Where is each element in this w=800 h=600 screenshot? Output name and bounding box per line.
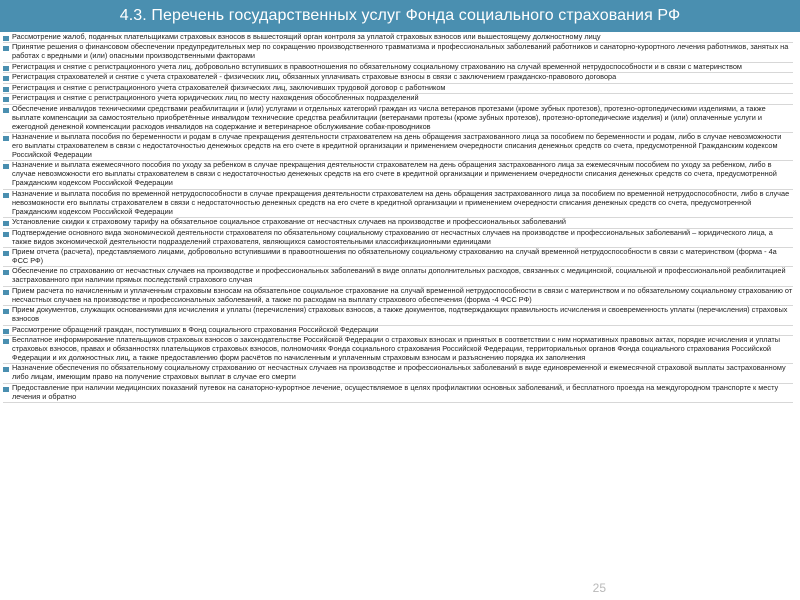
- list-item-text: Принятие решения о финансовом обеспечении предупредительных мер по сокращению производственного травматизма и профессиональных заболеваний работников и санаторно-курортного лечения работников, занятых на работах с вредными и (или) опасными производственными факторами: [12, 42, 789, 61]
- list-item: [3, 161, 793, 189]
- list-item-text: Прием документов, служащих основаниями для исчисления и уплаты (перечисления) страховых взносов, а также документов, подтверждающих правильность исчисления и своевременность уплаты (перечисления) страховых взносов: [12, 305, 788, 324]
- list-item: [3, 306, 793, 325]
- list-item-text: Рассмотрение жалоб, поданных плательщиками страховых взносов в вышестоящий орган контроля за уплатой страховых взносов или вышестоящему должностному лицу: [12, 33, 601, 41]
- list-item-text: Обеспечение инвалидов техническими средствами реабилитации и (или) услугами и отдельных категорий граждан из числа ветеранов протезами (кроме зубных протезов), протезно-ортопедическими изделиями, а также выплате компенсации за самостоятельно приобретённые инвалидом технические средства реабилитации (ветеранами протезы (кроме зубных протезов), протезно-ортопедические изделия) и (или) оплаченные услуги и ежегодной денежной компенсации расходов инвалидов на содержание и ветеринарное обслуживание собак-проводников: [12, 103, 766, 131]
- square-bullet-icon: [3, 87, 9, 92]
- list-item-text: Подтверждение основного вида экономической деятельности страхователя по обязательному социальному страхованию от несчастных случаев на производстве и профессиональных заболеваний – юридического лица, а также видов экономической деятельности подразделений страхователя, являющихся самостоятельными классификационными единицами: [12, 227, 773, 246]
- list-item-text: Регистрация и снятие с регистрационного учета лиц, добровольно вступивших в правоотношения по обязательному социальному страхованию на случай временной нетрудоспособности и в связи с материнством: [12, 61, 742, 71]
- list-item-text: Назначение и выплата ежемесячного пособия по уходу за ребенком в случае прекращения деятельности страхователем на день обращения застрахованного лица за ежемесячным пособием по уходу за ребенком, либо в случае невозможности его выплаты страхователем в связи с недостаточностью денежных средств на его счете в кредитной организации и применением очередности списания денежных средств со счета, предусмотренной Гражданским кодексом Российской Федерации: [12, 160, 777, 188]
- square-bullet-icon: [3, 136, 9, 141]
- list-item: [3, 287, 793, 306]
- list-item: [3, 218, 793, 228]
- list-item-text: Назначение и выплата пособия по беременности и родам в случае прекращения деятельности страхователем на день обращения застрахованного лица за пособием по беременности и родам, либо в случае невозможности его выплаты страхователем в связи с недостаточностью денежных средств на его счете в кредитной организации и применением очередности списания денежных средств со счета, предусмотренной Гражданским кодексом Российской Федерации: [12, 132, 782, 159]
- square-bullet-icon: [3, 108, 9, 113]
- list-item-text: Регистрация и снятие с регистрационного учета страхователей физических лиц, заключивших трудовой договор с работником: [12, 82, 446, 92]
- list-item: [3, 190, 793, 218]
- list-item: [3, 248, 793, 267]
- square-bullet-icon: [3, 76, 9, 81]
- square-bullet-icon: [3, 193, 9, 198]
- list-item-text: Регистрация страхователей и снятие с учета страхователей - физических лиц, обязанных уплачивать страховые взносы в связи с заключением гражданско-правового договора: [12, 72, 617, 82]
- square-bullet-icon: [3, 97, 9, 102]
- square-bullet-icon: [3, 232, 9, 237]
- list-item: [3, 364, 793, 383]
- square-bullet-icon: [3, 367, 9, 372]
- list-item: [3, 267, 793, 286]
- list-item-text: Назначение и выплата пособия по временной нетрудоспособности в случае прекращения деятельности страхователем на день обращения застрахованного лица за пособием по временной нетрудоспособности, либо в случае невозможности его выплаты страхователем в связи с недостаточностью денежных средств на его счете в кредитной организации и применением очередности списания денежных средств со счета, предусмотренной Гражданским кодексом Российской Федерации: [12, 188, 790, 216]
- square-bullet-icon: [3, 387, 9, 392]
- square-bullet-icon: [3, 221, 9, 226]
- list-item-text: Рассмотрение обращений граждан, поступивших в Фонд социального страхования Российской Федерации: [12, 324, 379, 334]
- list-item-text: Установление скидки к страховому тарифу на обязательное социальное страхование от несчастных случаев на производстве и профессиональных заболеваний: [12, 217, 566, 227]
- list-item: [3, 384, 793, 403]
- list-item: [3, 336, 793, 364]
- square-bullet-icon: [3, 36, 9, 41]
- square-bullet-icon: [3, 329, 9, 334]
- list-item-text: Прием расчета по начисленным и уплаченным страховым взносам на обязательное социальное страхование на случай временной нетрудоспособности в связи с материнством и по обязательному социальному страхованию от несчастных случаев на производстве и профессиональных заболеваний, а также по расходам на выплату страхового обеспечения (форма -4 ФСС РФ): [12, 285, 793, 304]
- list-item: [3, 229, 793, 248]
- page-title: 4.3. Перечень государственных услуг Фонда социального страхования РФ: [119, 7, 681, 24]
- list-item-text: Назначение обеспечения по обязательному социальному страхованию от несчастных случаев на производстве и профессиональных заболеваний в виде единовременной и ежемесячной страховой выплаты застрахованному либо лицам, имеющим право на получение страховых выплат в случае его смерти: [12, 363, 786, 382]
- square-bullet-icon: [3, 339, 9, 344]
- list-item: [3, 133, 793, 161]
- square-bullet-icon: [3, 270, 9, 275]
- list-item: [3, 105, 793, 133]
- list-item: [3, 43, 793, 62]
- services-list: [3, 33, 793, 587]
- square-bullet-icon: [3, 66, 9, 71]
- square-bullet-icon: [3, 290, 9, 295]
- square-bullet-icon: [3, 46, 9, 51]
- list-item-text: Обеспечение по страхованию от несчастных случаев на производстве и профессиональных заболеваний в виде оплаты дополнительных расходов, связанных с медицинской, социальной и профессиональной реабилитацией застрахованного при наличии прямых последствий страхового случая: [12, 266, 786, 285]
- square-bullet-icon: [3, 251, 9, 256]
- title-bar: [0, 0, 800, 32]
- list-item-text: Предоставление при наличии медицинских показаний путевок на санаторно-курортное лечение, осуществляемое в целях профилактики основных заболеваний, и бесплатного проезда на междугородном транспорте к месту лечения и обратно: [12, 382, 779, 401]
- square-bullet-icon: [3, 309, 9, 314]
- list-item-text: Прием отчета (расчета), представляемого лицами, добровольно вступившими в правоотношения по обязательному социальному страхованию на случай временной нетрудоспособности в связи с материнством (форма - 4а ФСС РФ): [12, 246, 777, 265]
- list-item-text: Бесплатное информирование плательщиков страховых взносов о законодательстве Российской Федерации о страховых взносах и принятых в соответствии с ним нормативных правовых актах, порядке исчисления и уплаты страховых взносов, правах и обязанностях плательщиков страховых взносов, полномочиях Фонда социального страхования Российской Федерации, территориальных органов Фонда социального страхования Российской Федерации и их должностных лиц, а также предоставлению форм расчётов по начисленным и уплаченным страховым взносам и разъяснению порядка их заполнения: [12, 335, 781, 362]
- square-bullet-icon: [3, 164, 9, 169]
- list-item-text: Регистрация и снятие с регистрационного учета юридических лиц по месту нахождения обособленных подразделений: [12, 93, 419, 103]
- page-number: 25: [592, 581, 606, 595]
